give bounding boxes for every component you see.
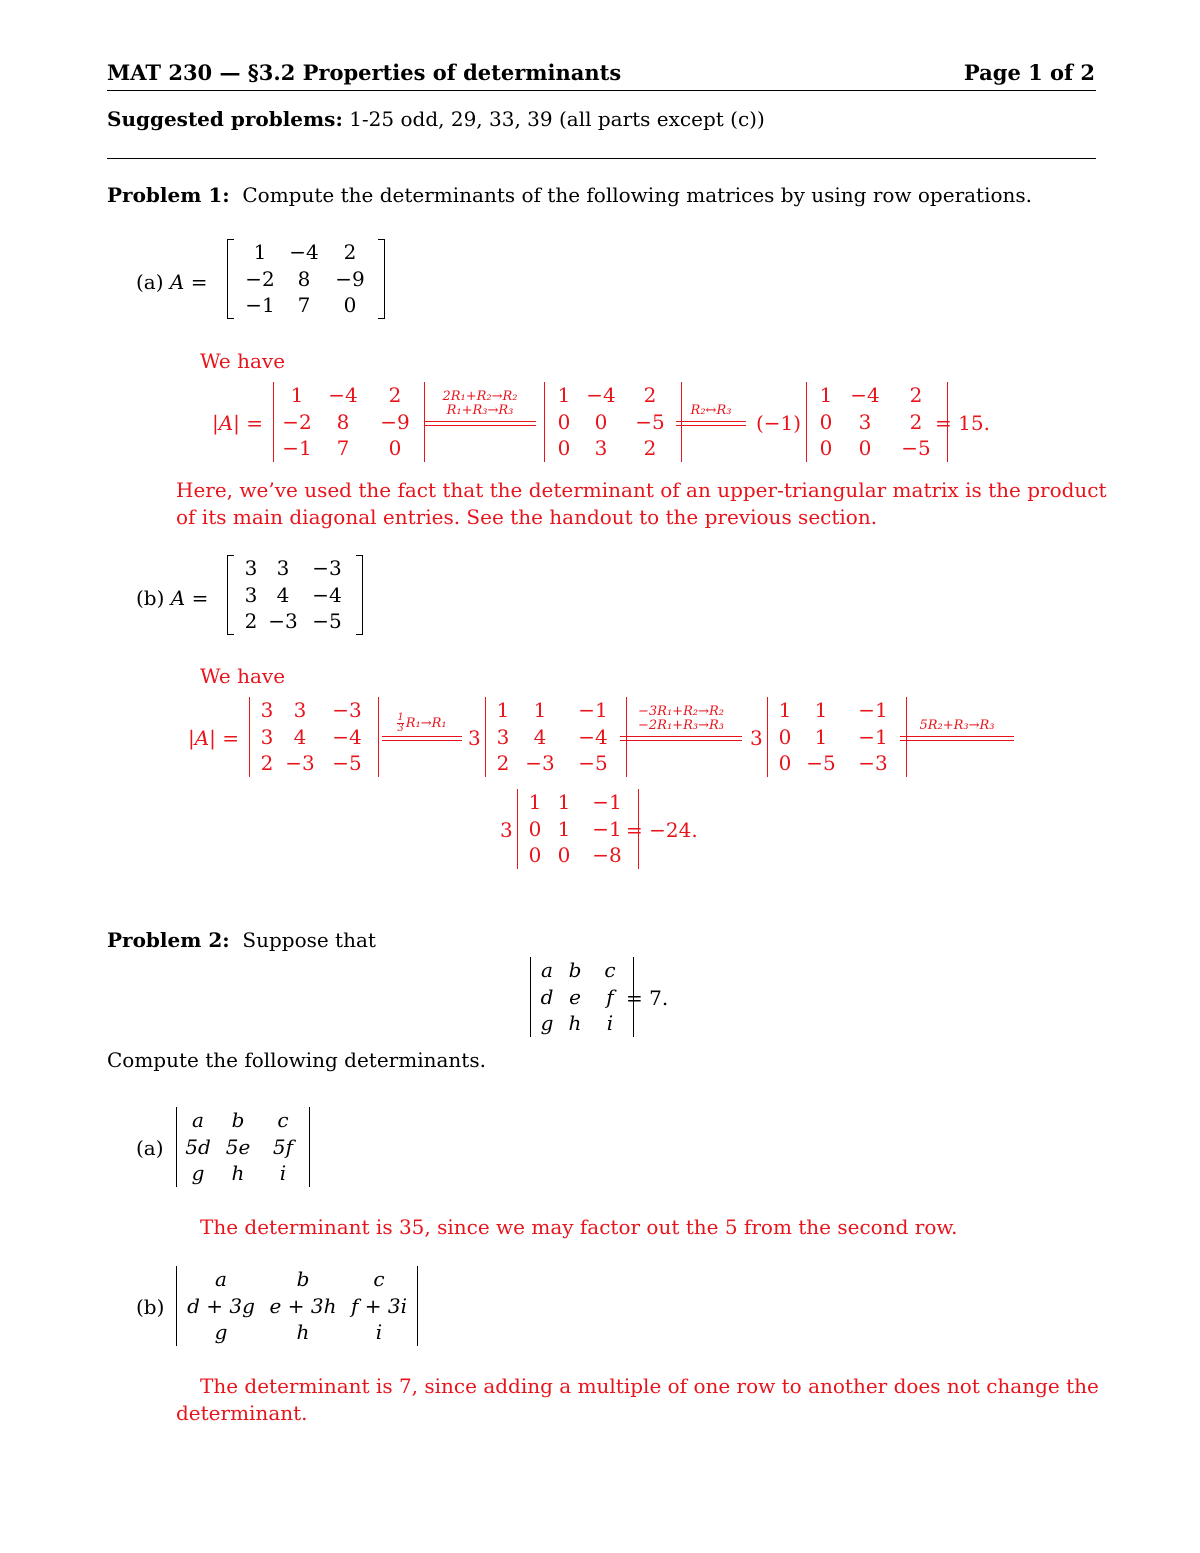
matrix-grid [250, 697, 378, 777]
matrix-entry: f [606, 984, 614, 1009]
factor-1b-1: 3 [468, 726, 481, 750]
matrix-entry: 4 [276, 582, 290, 607]
matrix-entry: 2 [643, 436, 657, 460]
matrix-entry: 0 [388, 436, 402, 460]
matrix-entry: 3 [244, 556, 258, 580]
matrix-entry: 0 [858, 436, 872, 460]
matrix-entry: a [192, 1108, 204, 1132]
matrix-grid [486, 697, 626, 777]
problem-2-label: Problem 2: [107, 928, 230, 952]
row-op-arrow-1a-1 [424, 385, 536, 435]
matrix-entry: −3 [268, 609, 298, 633]
suggested-label: Suggested problems: [107, 107, 343, 131]
result-1a: = 15. [935, 411, 990, 435]
page-number: Page 1 of 2 [963, 60, 1095, 85]
matrix-grid [531, 957, 633, 1037]
matrix-entry: c [604, 958, 616, 982]
matrix-entry: 2 [909, 409, 923, 434]
matrix-entry: −1 [858, 724, 888, 749]
suggested-problems [107, 107, 765, 131]
problem-2b-label: (b) [136, 1295, 165, 1319]
matrix-entry: 8 [336, 409, 350, 434]
bracket-left [227, 555, 234, 635]
problem-2-statement [107, 928, 376, 952]
det-1a-step2 [544, 382, 682, 462]
matrix-grid [177, 1266, 417, 1346]
det-1a-step3 [806, 382, 948, 462]
matrix-entry: 1 [496, 698, 510, 722]
matrix-entry: −5 [332, 751, 362, 775]
matrix-entry: −5 [901, 436, 931, 460]
row-op-1b-1: $\frac{1}{3}$ R₁→R₁ [397, 712, 447, 734]
matrix-entry: h [296, 1320, 310, 1344]
matrix-entry: −3 [858, 751, 888, 775]
matrix-grid [545, 382, 681, 462]
matrix-entry: 2 [496, 751, 510, 775]
matrix-entry: h [568, 1011, 582, 1035]
matrix-entry: −4 [332, 724, 362, 749]
matrix-entry: g [214, 1320, 228, 1344]
matrix-entry: −4 [328, 383, 358, 407]
row-op-1a-1-bottom: R₁+R₃→R₃ [446, 403, 514, 418]
matrix-entry: e + 3h [269, 1293, 337, 1318]
answer-2a: The determinant is 35, since we may factor out the 5 from the second row. [200, 1215, 958, 1239]
matrix-entry: g [191, 1161, 205, 1185]
row-op-1b-2-top: −3R₁+R₂→R₂ [638, 704, 724, 719]
given-result: = 7. [626, 986, 669, 1010]
determinant-2a [176, 1107, 310, 1187]
matrix-entry: g [540, 1011, 554, 1035]
det-1b-step2 [485, 697, 627, 777]
factor-1b-3: 3 [500, 818, 513, 842]
matrix-grid [768, 697, 906, 777]
note-1a-line2: of its main diagonal entries. See the handout to the previous section. [176, 505, 878, 529]
matrix-entry: i [606, 1011, 614, 1035]
matrix-entry: −5 [578, 751, 608, 775]
part-label: (a) [136, 270, 164, 294]
matrix-entry: 0 [778, 724, 792, 749]
matrix-entry: 1 [819, 383, 833, 407]
problem-1-statement [107, 183, 1032, 207]
matrix-entry: 0 [557, 436, 571, 460]
matrix-entry: 0 [778, 751, 792, 775]
matrix-entry: 2 [343, 240, 357, 264]
matrix-entry: 5d [185, 1134, 211, 1159]
matrix-1a [227, 239, 385, 319]
matrix-entry: −4 [312, 582, 342, 607]
problem-1-label: Problem 1: [107, 183, 230, 207]
bracket-right [309, 1107, 310, 1187]
matrix-entry: 0 [819, 436, 833, 460]
matrix-grid [518, 789, 638, 869]
matrix-entry: c [277, 1108, 289, 1132]
matrix-entry: 1 [814, 698, 828, 722]
part-label: (b) [136, 586, 165, 610]
matrix-lhs: A = [170, 586, 209, 610]
matrix-entry: −1 [592, 816, 622, 841]
matrix-grid [177, 1107, 309, 1187]
row-op-1b-2-bottom: −2R₁+R₃→R₃ [638, 718, 724, 733]
det-lhs-1b: |A| = [188, 726, 240, 750]
matrix-entry: −1 [282, 436, 312, 460]
matrix-grid [234, 555, 356, 635]
matrix-entry: −4 [578, 724, 608, 749]
matrix-entry: −1 [578, 698, 608, 722]
matrix-entry: 1 [814, 724, 828, 749]
matrix-entry: 1 [557, 790, 571, 814]
given-determinant [530, 957, 634, 1037]
matrix-entry: 1 [557, 816, 571, 841]
fraction: $\frac{1}{3}$ [397, 712, 404, 734]
suggested-text: 1-25 odd, 29, 33, 39 (all parts except (c)) [349, 107, 765, 131]
matrix-entry: −1 [858, 698, 888, 722]
matrix-entry: 0 [557, 843, 571, 867]
problem-2-text: Suppose that [242, 928, 376, 952]
problem-1a-label [136, 270, 207, 294]
matrix-entry: 0 [557, 409, 571, 434]
matrix-entry: 0 [594, 409, 608, 434]
matrix-entry: 3 [244, 582, 258, 607]
matrix-entry: 0 [343, 293, 357, 317]
factor-1b-2: 3 [750, 726, 763, 750]
matrix-entry: 1 [253, 240, 267, 264]
matrix-entry: −5 [312, 609, 342, 633]
matrix-entry: f + 3i [351, 1293, 407, 1318]
matrix-entry: 5f [272, 1134, 294, 1159]
matrix-entry: 2 [244, 609, 258, 633]
matrix-entry: −3 [285, 751, 315, 775]
matrix-entry: i [375, 1320, 383, 1344]
matrix-entry: 3 [496, 724, 510, 749]
header-rule [107, 90, 1096, 91]
matrix-entry: −2 [282, 409, 312, 434]
matrix-entry: 7 [297, 293, 311, 317]
bracket-right [417, 1266, 418, 1346]
matrix-entry: b [568, 958, 582, 982]
matrix-grid [274, 382, 424, 462]
matrix-entry: 2 [388, 383, 402, 407]
matrix-entry: −4 [289, 240, 319, 264]
row-op-1a-2: R₂↔R₃ [690, 403, 732, 418]
problem-1-text: Compute the determinants of the following matrices by using row operations. [242, 183, 1033, 207]
bracket-right [356, 555, 363, 635]
row-op-arrow-1b-2 [620, 700, 742, 750]
matrix-entry: −5 [806, 751, 836, 775]
row-op-1b-3: 5R₂+R₃→R₃ [919, 718, 995, 733]
matrix-entry: e [569, 984, 581, 1009]
matrix-entry: 4 [293, 724, 307, 749]
matrix-entry: 2 [643, 383, 657, 407]
matrix-entry: −3 [332, 698, 362, 722]
matrix-entry: 2 [909, 383, 923, 407]
matrix-entry: d [540, 984, 554, 1009]
document-title: MAT 230 — §3.2 Properties of determinants [107, 60, 622, 85]
matrix-entry: 3 [276, 556, 290, 580]
matrix-entry: 5e [225, 1134, 251, 1159]
answer-2b-line1: The determinant is 7, since adding a multiple of one row to another does not change the [200, 1374, 1099, 1398]
matrix-grid [807, 382, 947, 462]
matrix-entry: 1 [290, 383, 304, 407]
matrix-entry: 8 [297, 266, 311, 291]
determinant-2b [176, 1266, 418, 1346]
det-1b-step3 [767, 697, 907, 777]
matrix-grid [234, 239, 378, 319]
matrix-entry: b [296, 1267, 310, 1291]
row-op-arrow-1a-2 [676, 385, 746, 435]
matrix-entry: 3 [858, 409, 872, 434]
matrix-entry: −9 [335, 266, 365, 291]
matrix-entry: −3 [525, 751, 555, 775]
matrix-entry: 2 [260, 751, 274, 775]
matrix-entry: 4 [533, 724, 547, 749]
matrix-lhs: A = [169, 270, 208, 294]
bracket-right [378, 697, 379, 777]
det-1a-step1 [273, 382, 425, 462]
matrix-1b [227, 555, 363, 635]
row-op-1a-1-top: 2R₁+R₂→R₂ [442, 389, 518, 404]
matrix-entry: 3 [260, 698, 274, 722]
matrix-entry: −5 [635, 409, 665, 434]
bracket-right [378, 239, 385, 319]
matrix-entry: c [373, 1267, 385, 1291]
matrix-entry: −4 [586, 383, 616, 407]
matrix-entry: −3 [312, 556, 342, 580]
we-have-1b: We have [200, 664, 286, 688]
we-have-1a: We have [200, 349, 286, 373]
matrix-entry: −2 [245, 266, 275, 291]
matrix-entry: 3 [594, 436, 608, 460]
matrix-entry: d + 3g [187, 1293, 255, 1318]
row-op-arrow-1b-1 [382, 700, 462, 750]
matrix-entry: a [541, 958, 553, 982]
matrix-entry: −8 [592, 843, 622, 867]
matrix-entry: 3 [260, 724, 274, 749]
note-1a-line1: Here, we’ve used the fact that the determinant of an upper-triangular matrix is the product [176, 478, 1107, 502]
problem-1b-label [136, 586, 208, 610]
matrix-entry: a [215, 1267, 227, 1291]
matrix-entry: −1 [592, 790, 622, 814]
row-op-arrow-1b-3 [900, 700, 1014, 750]
matrix-entry: 1 [778, 698, 792, 722]
factor-1a: (−1) [756, 411, 802, 435]
matrix-entry: b [231, 1108, 245, 1132]
matrix-entry: 3 [293, 698, 307, 722]
matrix-entry: 0 [528, 843, 542, 867]
result-1b: = −24. [626, 818, 698, 842]
matrix-entry: 7 [336, 436, 350, 460]
det-1b-step4 [517, 789, 639, 869]
answer-2b-line2: determinant. [176, 1401, 308, 1425]
compute-following: Compute the following determinants. [107, 1048, 486, 1072]
det-lhs-1a: |A| = [212, 411, 264, 435]
matrix-entry: −9 [380, 409, 410, 434]
matrix-entry: 1 [528, 790, 542, 814]
matrix-entry: i [279, 1161, 287, 1185]
matrix-entry: 1 [533, 698, 547, 722]
bracket-left [227, 239, 234, 319]
matrix-entry: h [231, 1161, 245, 1185]
section-rule [107, 158, 1096, 159]
matrix-entry: −1 [245, 293, 275, 317]
matrix-entry: −4 [850, 383, 880, 407]
det-1b-step1 [249, 697, 379, 777]
matrix-entry: 0 [528, 816, 542, 841]
matrix-entry: 1 [557, 383, 571, 407]
matrix-entry: 0 [819, 409, 833, 434]
problem-2a-label: (a) [136, 1136, 164, 1160]
